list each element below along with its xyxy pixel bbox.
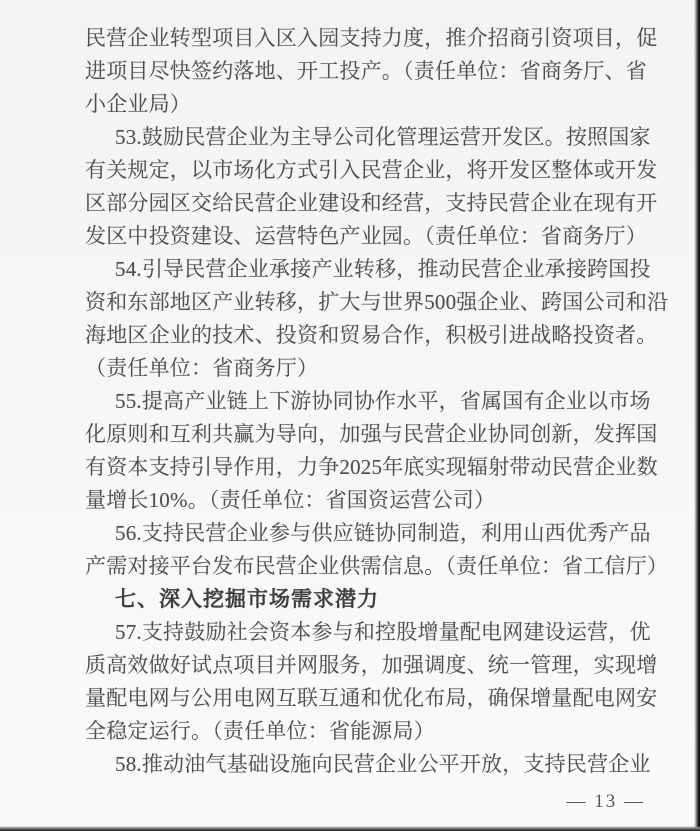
text-line: 发区中投资建设、运营特色产业园。（责任单位：省商务厅）: [85, 224, 647, 248]
text-line: 量增长10%。（责任单位：省国资运营公司）: [85, 488, 496, 512]
text-line: 区部分园区交给民营企业建设和经营，支持民营企业在现有开: [85, 191, 658, 215]
text-line: 58.推动油气基础设施向民营企业公平开放，支持民营企业: [115, 752, 651, 776]
item-53: [85, 121, 658, 253]
item-56: [85, 517, 669, 583]
text-line: 57.支持鼓励社会资本参与和控股增量配电网建设运营，优: [115, 620, 651, 644]
text-line: 进项目尽快签约落地、开工投产。（责任单位：省商务厅、省: [85, 59, 647, 83]
text-line: 有关规定，以市场化方式引入民营企业，将开发区整体或开发: [85, 158, 658, 182]
scan-edge-right-artifact: [694, 0, 700, 831]
section-heading-7: [85, 583, 648, 616]
text-line: 全稳定运行。（责任单位：省能源局）: [85, 719, 435, 743]
text-line: 有资本支持引导作用，力争2025年底实现辐射带动民营企业数: [85, 455, 658, 479]
text-line: 小企业局）: [85, 92, 191, 116]
text-line: 53.鼓励民营企业为主导公司化管理运营开发区。按照国家: [115, 125, 651, 149]
item-57: [85, 616, 658, 748]
scan-edge-bottom-artifact: [0, 826, 700, 831]
text-line: 七、深入挖掘市场需求潜力: [115, 588, 379, 611]
text-line: 质高效做好试点项目并网服务，加强调度、统一管理，实现增: [85, 653, 658, 677]
page-number: — 13 —: [566, 791, 645, 812]
text-line: 产需对接平台发布民营企业供需信息。（责任单位：省工信厅）: [85, 554, 669, 578]
text-line: （责任单位：省商务厅）: [85, 356, 319, 380]
text-line: 化原则和互利共赢为导向，加强与民营企业协同创新，发挥国: [85, 422, 658, 446]
text-line: 资和东部地区产业转移，扩大与世界500强企业、跨国公司和沿: [85, 290, 669, 314]
text-line: 海地区企业的技术、投资和贸易合作，积极引进战略投资者。: [85, 323, 658, 347]
text-line: 54.引导民营企业承接产业转移，推动民营企业承接跨国投: [115, 257, 651, 281]
paragraph-continued: [85, 22, 658, 121]
text-line: 55.提高产业链上下游协同协作水平，省属国有企业以市场: [115, 389, 651, 413]
text-line: 量配电网与公用电网互联互通和优化布局，确保增量配电网安: [85, 686, 658, 710]
item-58: [85, 748, 651, 781]
item-54: [85, 253, 669, 385]
text-line: 56.支持民营企业参与供应链协同制造，利用山西优秀产品: [115, 521, 651, 545]
item-55: [85, 385, 658, 517]
text-line: 民营企业转型项目入区入园支持力度，推介招商引资项目，促: [85, 26, 658, 50]
